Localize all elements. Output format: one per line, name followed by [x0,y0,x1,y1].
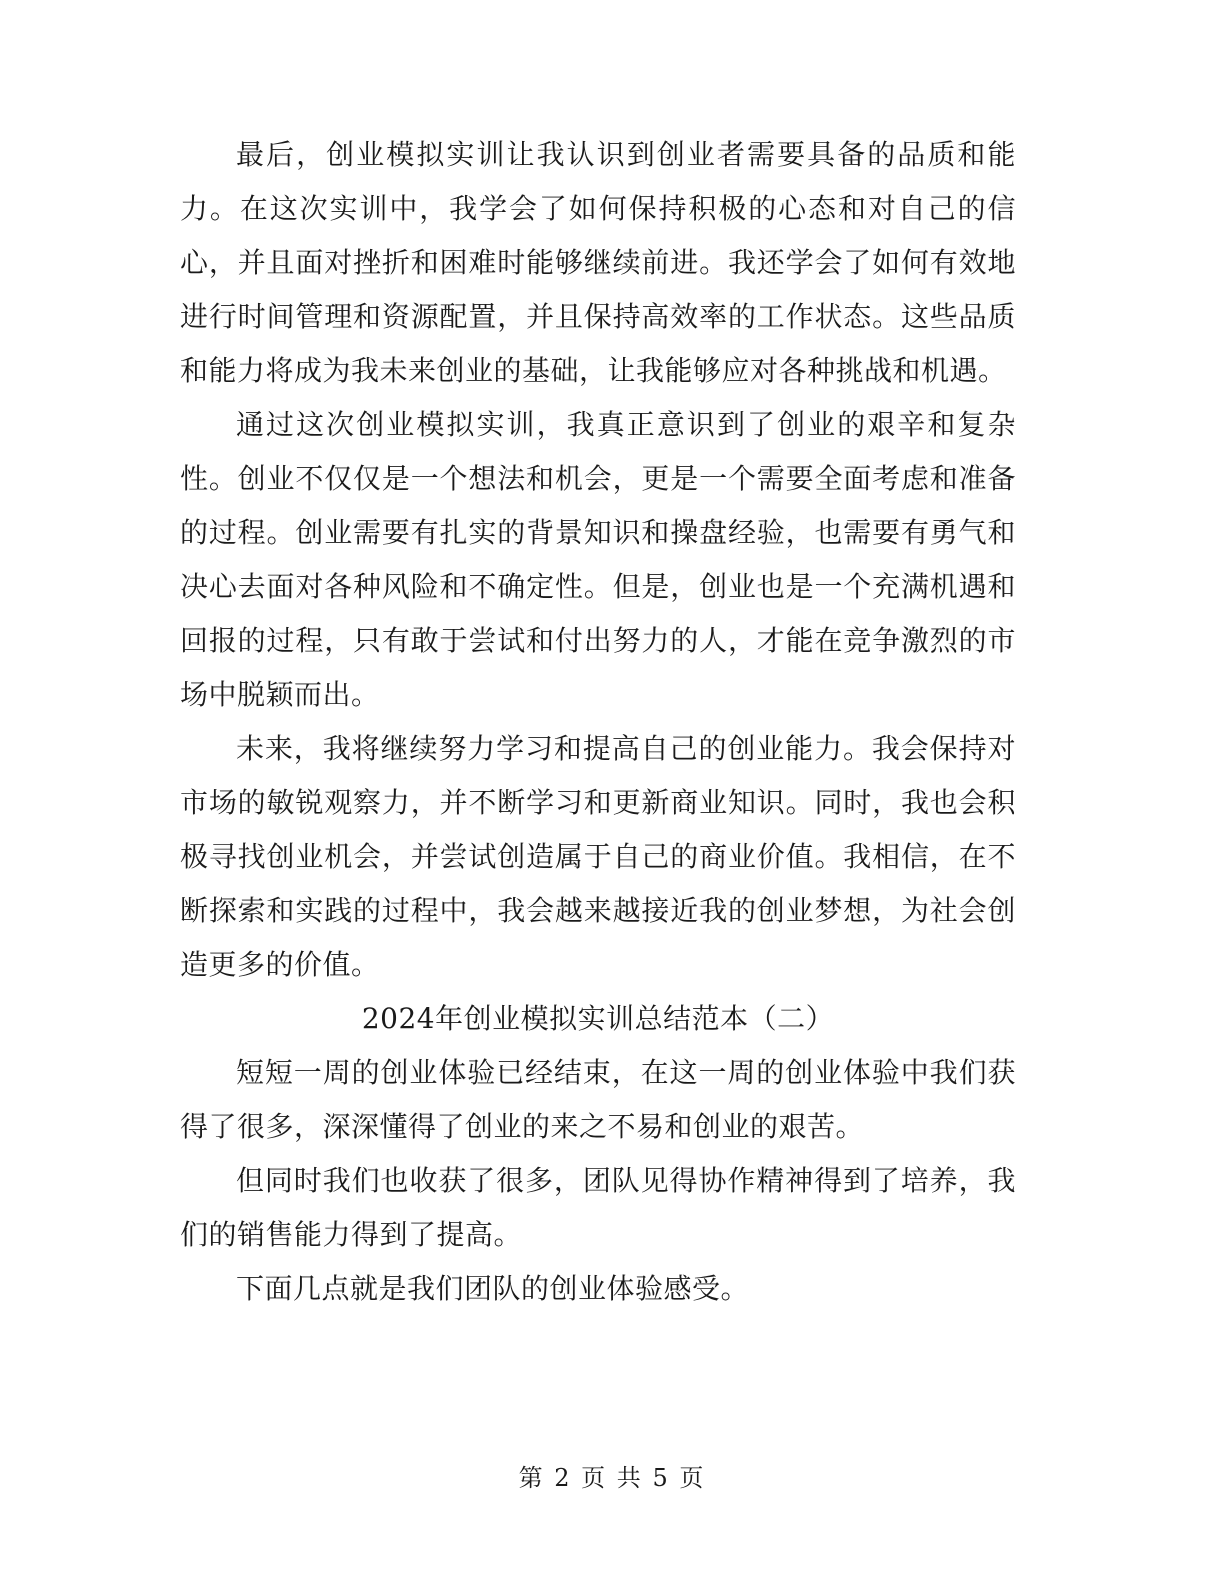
paragraph: 短短一周的创业体验已经结束，在这一周的创业体验中我们获得了很多，深深懂得了创业的来之不易和创业的艰苦。 [180,1056,1016,1143]
paragraph: 最后，创业模拟实训让我认识到创业者需要具备的品质和能力。在这次实训中，我学会了如何保持积极的心态和对自己的信心，并且面对挫折和困难时能够继续前进。我还学会了如何有效地进行时间管理和资源配置，并且保持高效率的工作状态。这些品质和能力将成为我未来创业的基础，让我能够应对各种挑战和机遇。 [180,138,1016,387]
paragraph: 未来，我将继续努力学习和提高自己的创业能力。我会保持对市场的敏锐观察力，并不断学习和更新商业知识。同时，我也会积极寻找创业机会，并尝试创造属于自己的商业价值。我相信，在不断探索和实践的过程中，我会越来越接近我的创业梦想，为社会创造更多的价值。 [180,732,1016,981]
page-footer: 第 2 页 共 5 页 [518,1464,706,1492]
document-body [180,128,1016,1316]
section-title: 2024年创业模拟实训总结范本（二） [361,1002,835,1035]
paragraph: 但同时我们也收获了很多，团队见得协作精神得到了培养，我们的销售能力得到了提高。 [180,1164,1016,1251]
paragraph: 下面几点就是我们团队的创业体验感受。 [236,1272,750,1305]
paragraph: 通过这次创业模拟实训，我真正意识到了创业的艰辛和复杂性。创业不仅仅是一个想法和机会，更是一个需要全面考虑和准备的过程。创业需要有扎实的背景知识和操盘经验，也需要有勇气和决心去面对各种风险和不确定性。但是，创业也是一个充满机遇和回报的过程，只有敢于尝试和付出努力的人，才能在竞争激烈的市场中脱颖而出。 [180,408,1016,711]
